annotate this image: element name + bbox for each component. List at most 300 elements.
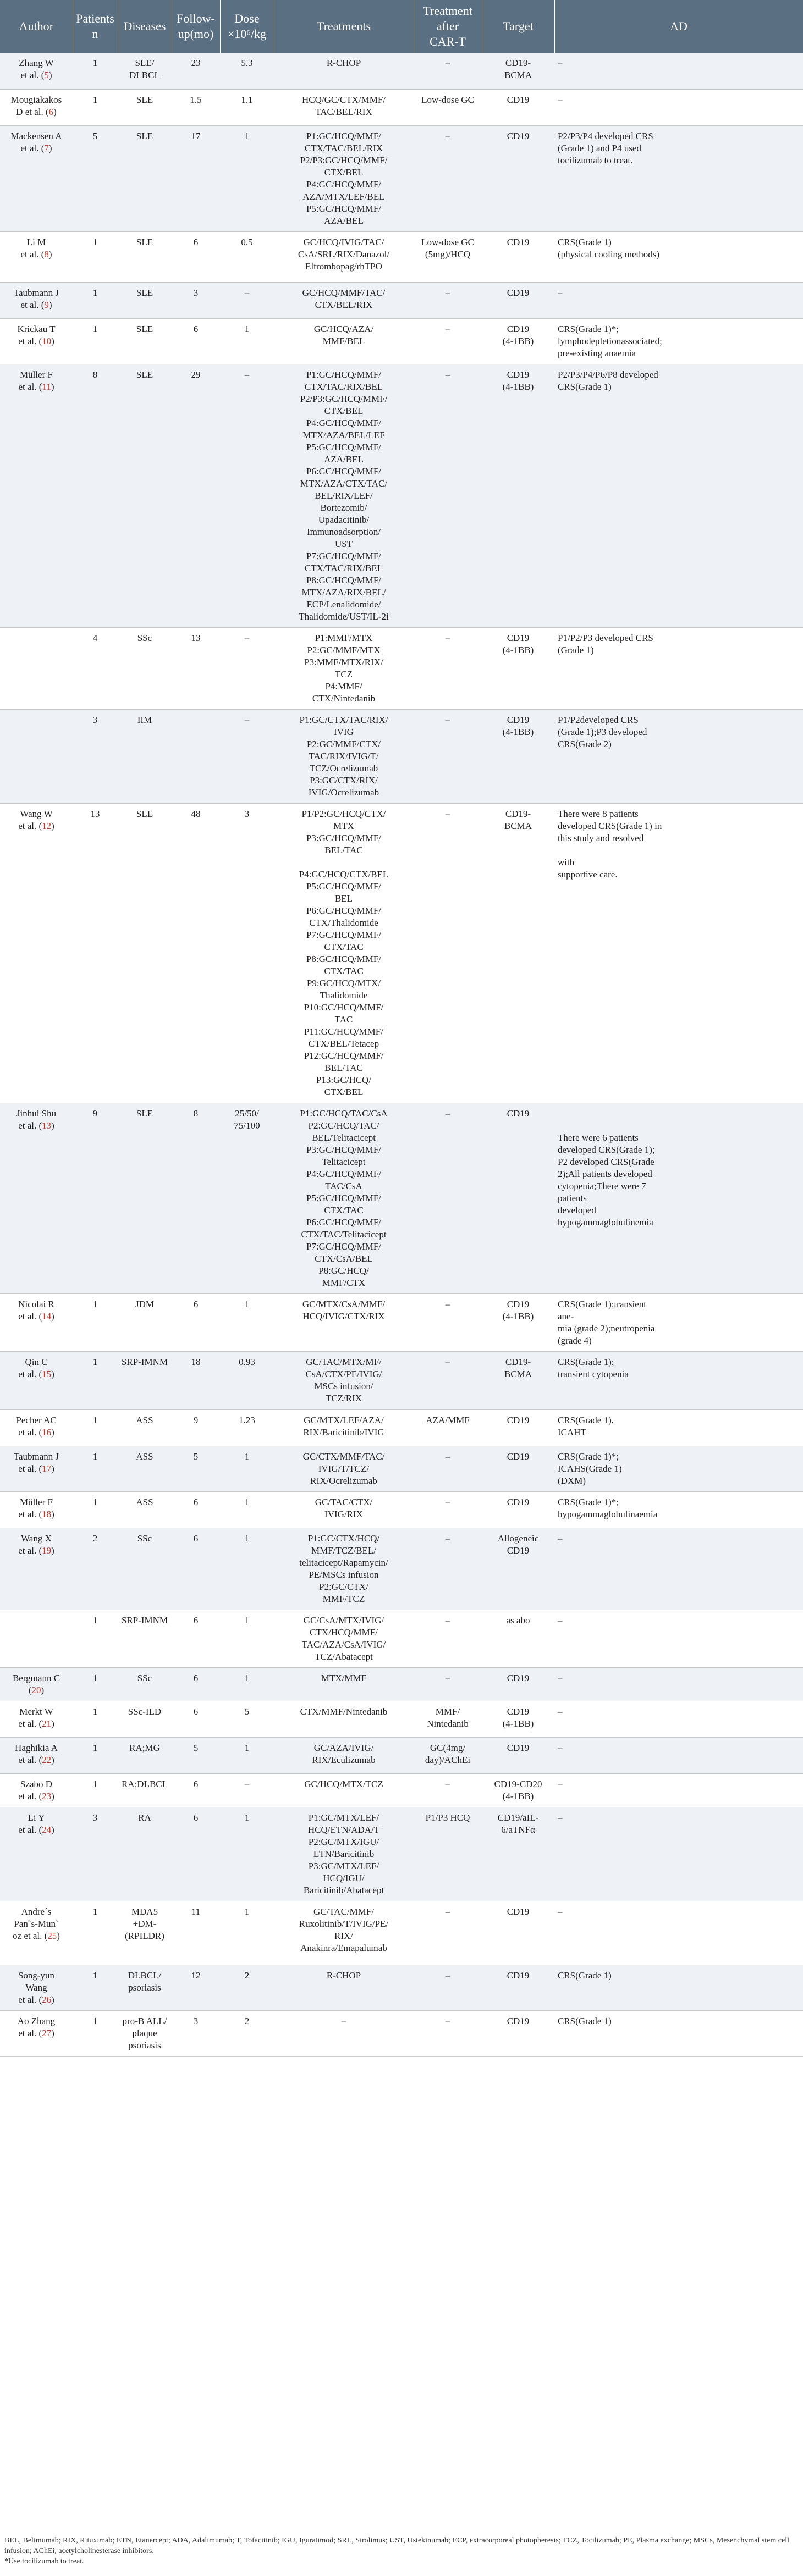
cell-dose: 0.93 [220, 1351, 274, 1409]
cell-treatments: P1:GC/CTX/HCQ/ MMF/TCZ/BEL/ telitacicept/Rapamycin/ PE/MSCs infusion P2:GC/CTX/ MMF/TCZ [274, 1528, 414, 1610]
table-row [0, 1901, 803, 1965]
author-name: Taubmann J et al. ( [13, 1451, 59, 1474]
cell-diseases: JDM [118, 1293, 172, 1351]
cell-target: CD19 [482, 231, 554, 282]
citation-link[interactable]: 6 [48, 106, 54, 117]
citation-close: ) [53, 106, 57, 117]
author-name: Jinhui Shu et al. ( [16, 1108, 57, 1131]
citation-link[interactable]: 18 [42, 1508, 52, 1519]
author-name: Nicolai R et al. ( [18, 1298, 54, 1322]
cell-dose: – [220, 364, 274, 627]
citation-close: ) [51, 1545, 54, 1556]
cell-treatments: P1/P2:GC/HCQ/CTX/ MTX P3:GC/HCQ/MMF/ BEL/TAC P4:GC/HCQ/CTX/BEL P5:GC/HCQ/MMF/ BEL P6:GC/HCQ/MMF/ CTX/Thalidomide P7:GC/HCQ/MMF/ CTX/TAC P8:GC/HCQ/MMF/ CTX/TAC P9:GC/HCQ/MTX/ Thalidomide P10:GC/HCQ/MMF/ TAC P11:GC/HCQ/MMF/ CTX/BEL/Tetacep P12:GC/HCQ/MMF/ BEL/TAC P13:GC/HCQ/ CTX/BEL [274, 803, 414, 1103]
cell-treatment-after: – [414, 803, 482, 1103]
table-row [0, 1807, 803, 1901]
cell-treatment-after: – [414, 2010, 482, 2056]
citation-close: ) [51, 1463, 54, 1474]
table-row [0, 1103, 803, 1293]
citation-close: ) [41, 1684, 45, 1695]
cell-treatments: GC/HCQ/MTX/TCZ [274, 1773, 414, 1807]
cell-patients: 1 [73, 231, 118, 282]
author-name: Andre´s Pan˜s-Mun˜ oz et al. ( [13, 1906, 59, 1941]
cell-treatments: R-CHOP [274, 1965, 414, 2010]
cell-dose: 25/50/ 75/100 [220, 1103, 274, 1293]
cell-author [0, 1103, 73, 1293]
citation-close: ) [51, 1311, 54, 1322]
cell-author [0, 1491, 73, 1528]
cell-treatment-after: – [414, 364, 482, 627]
header-diseases: Diseases [118, 0, 172, 53]
cell-patients: 1 [73, 318, 118, 364]
cell-dose: 1 [220, 1807, 274, 1901]
cell-dose: 1 [220, 1446, 274, 1491]
cell-ad: – [554, 1701, 803, 1737]
citation-link[interactable]: 24 [42, 1824, 52, 1835]
cell-author [0, 364, 73, 627]
cell-diseases: RA;MG [118, 1737, 172, 1773]
cell-ad: There were 8 patients developed CRS(Grade 1) in this study and resolved with supportive care. [554, 803, 803, 1103]
header-dose: Dose ×10⁶/kg [220, 0, 274, 53]
cell-dose: 1 [220, 318, 274, 364]
cell-dose: 1 [220, 1293, 274, 1351]
cell-diseases: IIM [118, 709, 172, 803]
citation-link[interactable]: 21 [42, 1718, 52, 1729]
cell-ad: CRS(Grade 1) [554, 1965, 803, 2010]
cell-follow-up: 8 [172, 1103, 220, 1293]
cell-diseases: SLE [118, 1103, 172, 1293]
citation-close: ) [48, 248, 52, 259]
cell-ad: P2/P3/P4 developed CRS (Grade 1) and P4 used tocilizumab to treat. [554, 125, 803, 231]
cell-author [0, 1807, 73, 1901]
cell-diseases: SRP-IMNM [118, 1610, 172, 1667]
cell-treatment-after: – [414, 318, 482, 364]
cell-treatment-after: AZA/MMF [414, 1409, 482, 1446]
cell-treatments: HCQ/GC/CTX/MMF/ TAC/BEL/RIX [274, 89, 414, 125]
cell-patients: 1 [73, 1610, 118, 1667]
citation-close: ) [51, 1824, 54, 1835]
header-author: Author [0, 0, 73, 53]
citation-link[interactable]: 26 [42, 1994, 52, 2005]
author-name: Pecher AC et al. ( [16, 1414, 57, 1438]
cell-follow-up: 6 [172, 1773, 220, 1807]
author-name: Li M et al. ( [20, 236, 46, 259]
citation-link[interactable]: 25 [47, 1930, 57, 1941]
cell-ad: – [554, 1528, 803, 1610]
cell-dose: 5.3 [220, 53, 274, 89]
cell-follow-up: 5 [172, 1446, 220, 1491]
citation-close: ) [48, 299, 52, 310]
cell-target: CD19 [482, 1491, 554, 1528]
author-name: Taubmann J et al. ( [13, 287, 59, 310]
cell-ad: CRS(Grade 1)*; hypogammaglobulinaemia [554, 1491, 803, 1528]
table-row [0, 1446, 803, 1491]
cell-treatment-after: MMF/ Nintedanib [414, 1701, 482, 1737]
cell-dose: – [220, 282, 274, 318]
cell-dose: 2 [220, 1965, 274, 2010]
cell-ad: CRS(Grade 1) [554, 2010, 803, 2056]
cell-patients: 8 [73, 364, 118, 627]
cell-patients: 1 [73, 1773, 118, 1807]
table-row [0, 125, 803, 231]
cell-target: CD19 [482, 2010, 554, 2056]
citation-link[interactable]: 16 [42, 1427, 52, 1438]
cell-patients: 1 [73, 1293, 118, 1351]
table-row [0, 1409, 803, 1446]
cell-target: CD19- BCMA [482, 803, 554, 1103]
cell-treatments: R-CHOP [274, 53, 414, 89]
citation-close: ) [51, 1508, 54, 1519]
cell-target: CD19 [482, 1409, 554, 1446]
cell-dose: – [220, 1773, 274, 1807]
cell-ad: There were 6 patients developed CRS(Grade 1); P2 developed CRS(Grade 2);All patients developed cytopenia;There were 7 patients developed hypogammaglobulinemia [554, 1103, 803, 1293]
cell-follow-up: 17 [172, 125, 220, 231]
cell-target: CD19 [482, 89, 554, 125]
cell-treatments: P1:GC/HCQ/TAC/CsA P2:GC/HCQ/TAC/ BEL/Telitacicept P3:GC/HCQ/MMF/ Telitacicept P4:GC/HCQ/MMF/ TAC/CsA P5:GC/HCQ/MMF/ CTX/TAC P6:GC/HCQ/MMF/ CTX/TAC/Telitacicept P7:GC/HCQ/MMF/ CTX/CsA/BEL P8:GC/HCQ/ MMF/CTX [274, 1103, 414, 1293]
author-name: Müller F et al. ( [18, 369, 53, 392]
cell-ad: CRS(Grade 1)*; lymphodepletionassociated; pre-existing anaemia [554, 318, 803, 364]
citation-link[interactable]: 10 [42, 335, 52, 346]
citation-close: ) [51, 2027, 54, 2038]
cell-diseases: SSc [118, 1667, 172, 1701]
cell-diseases: ASS [118, 1446, 172, 1491]
cell-target: CD19 (4-1BB) [482, 1701, 554, 1737]
cell-follow-up: 5 [172, 1737, 220, 1773]
cell-patients: 1 [73, 1351, 118, 1409]
cell-follow-up: 13 [172, 627, 220, 709]
cell-follow-up: 6 [172, 1610, 220, 1667]
cell-dose: 1 [220, 1610, 274, 1667]
cell-follow-up: 6 [172, 1293, 220, 1351]
cell-patients: 3 [73, 1807, 118, 1901]
cell-dose: 1 [220, 1528, 274, 1610]
citation-close: ) [51, 820, 54, 831]
cell-follow-up: 3 [172, 2010, 220, 2056]
cell-treatments: GC/MTX/LEF/AZA/ RIX/Baricitinib/IVIG [274, 1409, 414, 1446]
cell-ad: – [554, 1807, 803, 1901]
citation-link[interactable]: 15 [42, 1368, 52, 1379]
cell-author [0, 709, 73, 803]
cell-author [0, 125, 73, 231]
cell-diseases: ASS [118, 1409, 172, 1446]
cell-treatment-after: – [414, 1491, 482, 1528]
table-row [0, 627, 803, 709]
author-name: Song-yun Wang et al. ( [18, 1970, 55, 2005]
citation-close: ) [51, 1427, 54, 1438]
cell-patients: 1 [73, 89, 118, 125]
cell-treatment-after: – [414, 53, 482, 89]
cell-follow-up: 6 [172, 1491, 220, 1528]
cell-diseases: SSc [118, 627, 172, 709]
cell-target: CD19- BCMA [482, 1351, 554, 1409]
cell-treatments: MTX/MMF [274, 1667, 414, 1701]
citation-close: ) [51, 381, 54, 392]
cell-follow-up: 1.5 [172, 89, 220, 125]
cell-follow-up: 9 [172, 1409, 220, 1446]
cell-ad: P1/P2/P3 developed CRS (Grade 1) [554, 627, 803, 709]
cell-patients: 1 [73, 1701, 118, 1737]
cell-treatments: P1:GC/MTX/LEF/ HCQ/ETN/ADA/T P2:GC/MTX/IGU/ ETN/Baricitinib P3:GC/MTX/LEF/ HCQ/IGU/ Baricitinib/Abatacept [274, 1807, 414, 1901]
cell-dose: 1 [220, 1737, 274, 1773]
cell-patients: 1 [73, 53, 118, 89]
cell-target: as abo [482, 1610, 554, 1667]
asterisk-note: *Use tocilizumab to treat. [4, 2557, 84, 2566]
cell-author [0, 1701, 73, 1737]
citation-link[interactable]: 12 [42, 820, 52, 831]
header-follow-up: Follow- up(mo) [172, 0, 220, 53]
cell-target: CD19 (4-1BB) [482, 364, 554, 627]
cell-treatment-after: P1/P3 HCQ [414, 1807, 482, 1901]
cell-ad: – [554, 1737, 803, 1773]
citation-close: ) [48, 70, 52, 80]
table-row [0, 2010, 803, 2056]
cell-treatments: P1:GC/HCQ/MMF/ CTX/TAC/BEL/RIX P2/P3:GC/HCQ/MMF/ CTX/BEL P4:GC/HCQ/MMF/ AZA/MTX/LEF/BEL P5:GC/HCQ/MMF/ AZA/BEL [274, 125, 414, 231]
table-row [0, 1737, 803, 1773]
cell-treatment-after: – [414, 1351, 482, 1409]
cell-follow-up: 6 [172, 1701, 220, 1737]
cell-target: CD19 (4-1BB) [482, 709, 554, 803]
cell-author [0, 1773, 73, 1807]
citation-link[interactable]: 11 [42, 381, 51, 392]
cell-treatments: – [274, 2010, 414, 2056]
table-row [0, 1965, 803, 2010]
cell-ad: – [554, 89, 803, 125]
cell-diseases: SSc-ILD [118, 1701, 172, 1737]
author-name: Krickau T et al. ( [17, 323, 56, 346]
cell-patients: 1 [73, 2010, 118, 2056]
table-row [0, 231, 803, 282]
cell-target: CD19-CD20 (4-1BB) [482, 1773, 554, 1807]
cell-author [0, 282, 73, 318]
citation-link[interactable]: 20 [31, 1684, 41, 1695]
cell-diseases: SLE [118, 318, 172, 364]
author-name: Ao Zhang et al. ( [17, 2015, 56, 2038]
cell-diseases: RA;DLBCL [118, 1773, 172, 1807]
cell-patients: 1 [73, 1901, 118, 1965]
cell-treatments: GC/TAC/CTX/ IVIG/RIX [274, 1491, 414, 1528]
author-name: Szabo D et al. ( [18, 1778, 53, 1801]
cell-treatments: GC/HCQ/AZA/ MMF/BEL [274, 318, 414, 364]
cell-dose: – [220, 709, 274, 803]
citation-close: ) [51, 1790, 54, 1801]
citation-link[interactable]: 27 [42, 2027, 52, 2038]
cell-author [0, 1901, 73, 1965]
table-row [0, 1491, 803, 1528]
cell-ad: – [554, 1610, 803, 1667]
cell-author [0, 53, 73, 89]
table-body [0, 53, 803, 2056]
cell-author [0, 803, 73, 1103]
author-name: Haghikia A et al. ( [15, 1742, 58, 1765]
header-ad: AD [554, 0, 803, 53]
cell-treatments: P1:MMF/MTX P2:GC/MMF/MTX P3:MMF/MTX/RIX/ TCZ P4:MMF/ CTX/Nintedanib [274, 627, 414, 709]
cell-ad: – [554, 1901, 803, 1965]
cell-treatment-after: – [414, 1610, 482, 1667]
cell-diseases: SLE [118, 282, 172, 318]
cell-patients: 1 [73, 1491, 118, 1528]
cell-author [0, 1446, 73, 1491]
cell-target: CD19/aIL- 6/aTNFα [482, 1807, 554, 1901]
cell-author [0, 1293, 73, 1351]
cell-treatments: GC/HCQ/IVIG/TAC/ CsA/SRL/RIX/Danazol/ Eltrombopag/rhTPO [274, 231, 414, 282]
citation-link[interactable]: 23 [42, 1790, 52, 1801]
cell-treatment-after: Low-dose GC (5mg)/HCQ [414, 231, 482, 282]
table-row [0, 1528, 803, 1610]
cell-treatments: GC/CTX/MMF/TAC/ IVIG/T/TCZ/ RIX/Ocrelizumab [274, 1446, 414, 1491]
cell-treatments: GC/MTX/CsA/MMF/ HCQ/IVIG/CTX/RIX [274, 1293, 414, 1351]
author-name: Bergmann C ( [12, 1672, 61, 1695]
citation-link[interactable]: 22 [42, 1754, 52, 1765]
cell-author [0, 89, 73, 125]
cell-treatment-after: Low-dose GC [414, 89, 482, 125]
citation-close: ) [51, 1994, 54, 2005]
cell-author [0, 1351, 73, 1409]
cell-follow-up [172, 709, 220, 803]
cell-author [0, 1737, 73, 1773]
cell-follow-up: 29 [172, 364, 220, 627]
cell-treatments: GC/CsA/MTX/IVIG/ CTX/HCQ/MMF/ TAC/AZA/CsA/IVIG/ TCZ/Abatacept [274, 1610, 414, 1667]
cell-patients: 9 [73, 1103, 118, 1293]
cell-follow-up: 11 [172, 1901, 220, 1965]
cell-diseases: SLE [118, 364, 172, 627]
cell-target: CD19- BCMA [482, 53, 554, 89]
citation-link[interactable]: 8 [44, 248, 49, 259]
table-row [0, 89, 803, 125]
author-name: Li Y et al. ( [18, 1812, 45, 1835]
cell-ad: CRS(Grade 1);transient ane- mia (grade 2);neutropenia (grade 4) [554, 1293, 803, 1351]
header-target: Target [482, 0, 554, 53]
author-name: Merkt W et al. ( [18, 1706, 53, 1729]
cell-author [0, 2010, 73, 2056]
table-header-row [0, 0, 803, 53]
table-row [0, 1773, 803, 1807]
table-row [0, 803, 803, 1103]
cell-patients: 3 [73, 709, 118, 803]
cell-dose: 1 [220, 125, 274, 231]
cell-treatment-after: – [414, 627, 482, 709]
cell-treatment-after: – [414, 1103, 482, 1293]
table-row [0, 364, 803, 627]
cell-diseases: SSc [118, 1528, 172, 1610]
cell-target: Allogeneic CD19 [482, 1528, 554, 1610]
cell-diseases: SLE [118, 231, 172, 282]
citation-link[interactable]: 14 [42, 1311, 52, 1322]
cell-treatment-after: – [414, 1901, 482, 1965]
cell-patients: 1 [73, 1667, 118, 1701]
cell-diseases: MDA5 +DM- (RPILDR) [118, 1901, 172, 1965]
cell-follow-up: 6 [172, 231, 220, 282]
cell-treatment-after: GC(4mg/ day)/AChEi [414, 1737, 482, 1773]
cell-author [0, 627, 73, 709]
citation-link[interactable]: 19 [42, 1545, 52, 1556]
header-patients: Patients n [73, 0, 118, 53]
cell-follow-up: 48 [172, 803, 220, 1103]
cell-diseases: SLE [118, 803, 172, 1103]
cell-diseases: SRP-IMNM [118, 1351, 172, 1409]
author-name: Wang X et al. ( [18, 1533, 52, 1556]
cell-treatment-after: – [414, 125, 482, 231]
cell-dose: 1.23 [220, 1409, 274, 1446]
citation-link[interactable]: 7 [44, 142, 49, 153]
table-row [0, 1351, 803, 1409]
cell-follow-up: 3 [172, 282, 220, 318]
cell-follow-up: 23 [172, 53, 220, 89]
cell-target: CD19 [482, 1737, 554, 1773]
cell-author [0, 318, 73, 364]
citation-close: ) [48, 142, 52, 153]
citation-link[interactable]: 13 [42, 1120, 52, 1131]
author-name: Mackensen A et al. ( [10, 130, 62, 153]
cell-dose: 1.1 [220, 89, 274, 125]
cell-treatment-after: – [414, 1446, 482, 1491]
cell-treatments: P1:GC/CTX/TAC/RIX/ IVIG P2:GC/MMF/CTX/ TAC/RIX/IVIG/T/ TCZ/Ocrelizumab P3:GC/CTX/RIX/ IVIG/Ocrelizumab [274, 709, 414, 803]
cell-dose: – [220, 627, 274, 709]
cell-patients: 5 [73, 125, 118, 231]
cell-patients: 1 [73, 1737, 118, 1773]
cell-patients: 1 [73, 1965, 118, 2010]
cell-ad: CRS(Grade 1)*; ICAHS(Grade 1) (DXM) [554, 1446, 803, 1491]
citation-link[interactable]: 17 [42, 1463, 52, 1474]
cell-treatments: GC/TAC/MTX/MF/ CsA/CTX/PE/IVIG/ MSCs infusion/ TCZ/RIX [274, 1351, 414, 1409]
citation-link[interactable]: 5 [44, 70, 49, 80]
cell-follow-up: 6 [172, 1528, 220, 1610]
cell-diseases: DLBCL/ psoriasis [118, 1965, 172, 2010]
cell-target: CD19 (4-1BB) [482, 627, 554, 709]
cell-target: CD19 [482, 282, 554, 318]
table-row [0, 53, 803, 89]
cell-ad: P1/P2developed CRS (Grade 1);P3 developed CRS(Grade 2) [554, 709, 803, 803]
cell-patients: 13 [73, 803, 118, 1103]
cell-target: CD19 (4-1BB) [482, 318, 554, 364]
cell-ad: P2/P3/P4/P6/P8 developed CRS(Grade 1) [554, 364, 803, 627]
table-row [0, 1701, 803, 1737]
cell-ad: – [554, 282, 803, 318]
author-name: Qin C et al. ( [18, 1356, 48, 1379]
cell-author [0, 1965, 73, 2010]
cell-target: CD19 [482, 1103, 554, 1293]
cell-treatment-after: – [414, 1773, 482, 1807]
cell-author [0, 1409, 73, 1446]
cell-follow-up: 6 [172, 1667, 220, 1701]
cell-diseases: RA [118, 1807, 172, 1901]
cell-follow-up: 12 [172, 1965, 220, 2010]
citation-link[interactable]: 9 [44, 299, 49, 310]
abbreviations-note: BEL, Belimumab; RIX, Rituximab; ETN, Etanercept; ADA, Adalimumab; T, Tofacitinib; IGU, Iguratimod; SRL, Sirolimus; UST, Ustekinumab; ECP, extracorporeal photopheresis; TCZ, Tocilizumab; PE, Plasma exchange; MSCs, Mesenchymal stem cell infusion; AChEi, acetylcholinesterase inhibitors. [4, 2536, 790, 2555]
cell-target: CD19 [482, 1667, 554, 1701]
cell-dose: 1 [220, 1491, 274, 1528]
cell-treatments: P1:GC/HCQ/MMF/ CTX/TAC/RIX/BEL P2/P3:GC/HCQ/MMF/ CTX/BEL P4:GC/HCQ/MMF/ MTX/AZA/BEL/LEF P5:GC/HCQ/MMF/ AZA/BEL P6:GC/HCQ/MMF/ MTX/AZA/CTX/TAC/ BEL/RIX/LEF/ Bortezomib/ Upadacitinib/ Immunoadsorption/ UST P7:GC/HCQ/MMF/ CTX/TAC/RIX/BEL P8:GC/HCQ/MMF/ MTX/AZA/RIX/BEL/ ECP/Lenalidomide/ Thalidomide/UST/IL-2i [274, 364, 414, 627]
cell-ad: – [554, 53, 803, 89]
citation-close: ) [51, 1368, 54, 1379]
author-name: Zhang W et al. ( [19, 58, 54, 80]
cell-ad: CRS(Grade 1) (physical cooling methods) [554, 231, 803, 282]
cell-dose: 1 [220, 1667, 274, 1701]
cell-treatment-after: – [414, 1667, 482, 1701]
cell-treatment-after: – [414, 282, 482, 318]
cell-patients: 1 [73, 282, 118, 318]
cell-target: CD19 [482, 1965, 554, 2010]
table-row [0, 282, 803, 318]
header-treatment-after: Treatment after CAR-T [414, 0, 482, 53]
cell-author [0, 1667, 73, 1701]
table-row [0, 1610, 803, 1667]
table-footnote [4, 2535, 799, 2567]
citation-close: ) [51, 1754, 54, 1765]
table-row [0, 1667, 803, 1701]
cell-patients: 4 [73, 627, 118, 709]
cell-treatment-after: – [414, 1528, 482, 1610]
cell-diseases: SLE [118, 89, 172, 125]
cell-ad: – [554, 1667, 803, 1701]
